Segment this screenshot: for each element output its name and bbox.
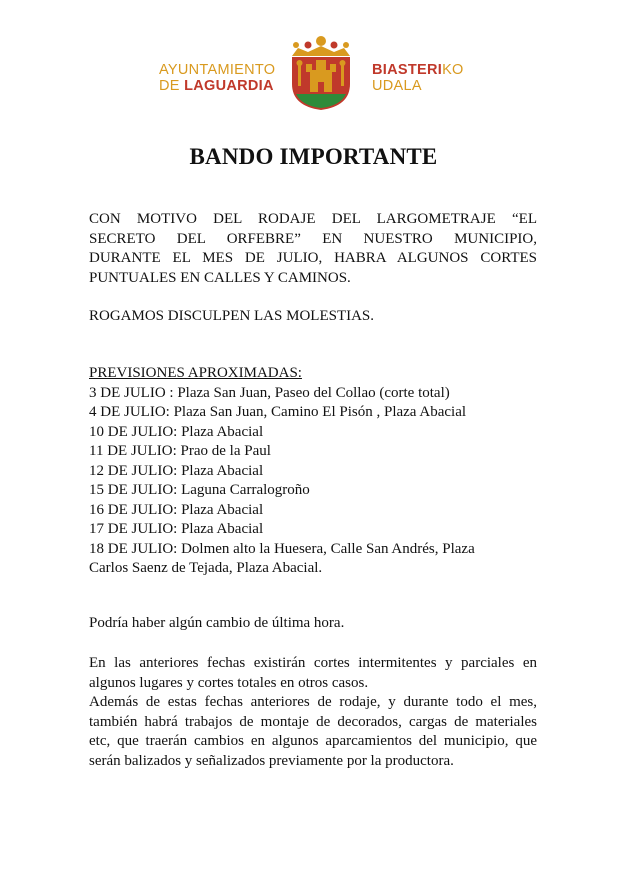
notes-line: también habrá trabajos de montaje de decorados, cargas de materiales: [89, 713, 537, 730]
notes-section: [89, 654, 537, 771]
org-right-line2: UDALA: [372, 78, 422, 94]
schedule-item: 18 DE JULIO: Dolmen alto la Huesera, Calle San Andrés, Plaza: [89, 540, 475, 557]
notes-line: Además de estas fechas anteriores de rodaje, y durante todo el mes,: [89, 694, 537, 710]
intro-line: SECRETO DEL ORFEBRE” EN NUESTRO MUNICIPIO,: [89, 230, 537, 247]
letterhead: [155, 34, 467, 110]
castle-coat-of-arms-icon: [288, 34, 354, 110]
schedule-item: 3 DE JULIO : Plaza San Juan, Paseo del Collao (corte total): [89, 384, 450, 401]
schedule-item: 15 DE JULIO: Laguna Carralogroño: [89, 482, 310, 498]
schedule-item: Carlos Saenz de Tejada, Plaza Abacial.: [89, 560, 323, 576]
schedule-item: 10 DE JULIO: Plaza Abacial: [89, 423, 264, 440]
intro-line: CON MOTIVO DEL RODAJE DEL LARGOMETRAJE “EL: [89, 211, 537, 227]
schedule-item: 4 DE JULIO: Plaza San Juan, Camino El Pisón , Plaza Abacial: [89, 404, 467, 420]
notes-line: serán balizados y señalizados previamente por la productora.: [89, 752, 454, 769]
udala-name: [372, 62, 468, 94]
notes-line: algunos lugares y cortes totales en otros casos.: [89, 674, 369, 691]
intro-line: DURANTE EL MES DE JULIO, HABRA ALGUNOS CORTES: [89, 250, 537, 266]
page-title: BANDO IMPORTANTE: [189, 144, 438, 169]
notes-line: etc, que traerán cambios en algunos aparcamientos del municipio, que: [89, 733, 537, 749]
org-right-strong: BIASTERI: [372, 62, 443, 78]
schedule-item: 11 DE JULIO: Prao de la Paul: [89, 443, 271, 459]
intro-paragraph: [89, 210, 537, 288]
schedule-heading: PREVISIONES APROXIMADAS:: [89, 365, 302, 381]
schedule-item: 17 DE JULIO: Plaza Abacial: [89, 521, 264, 537]
last-minute-note: Podría haber algún cambio de última hora.: [89, 615, 345, 631]
org-left-line2: [159, 78, 274, 94]
org-right-line1: [372, 62, 468, 78]
org-left-line1: AYUNTAMIENTO: [159, 62, 276, 78]
notes-line: En las anteriores fechas existirán cortes intermitentes y parciales en: [89, 655, 537, 671]
org-left-prefix: DE: [159, 78, 185, 94]
apology-text: ROGAMOS DISCULPEN LAS MOLESTIAS.: [89, 308, 375, 324]
schedule-section: [89, 364, 537, 579]
schedule-item: 16 DE JULIO: Plaza Abacial: [89, 501, 264, 518]
org-left-strong: LAGUARDIA: [184, 78, 274, 94]
org-right-rest: KO: [442, 62, 464, 78]
schedule-item: 12 DE JULIO: Plaza Abacial: [89, 462, 264, 479]
ayuntamiento-name: [159, 62, 283, 94]
intro-line: PUNTUALES EN CALLES Y CAMINOS.: [89, 269, 351, 286]
